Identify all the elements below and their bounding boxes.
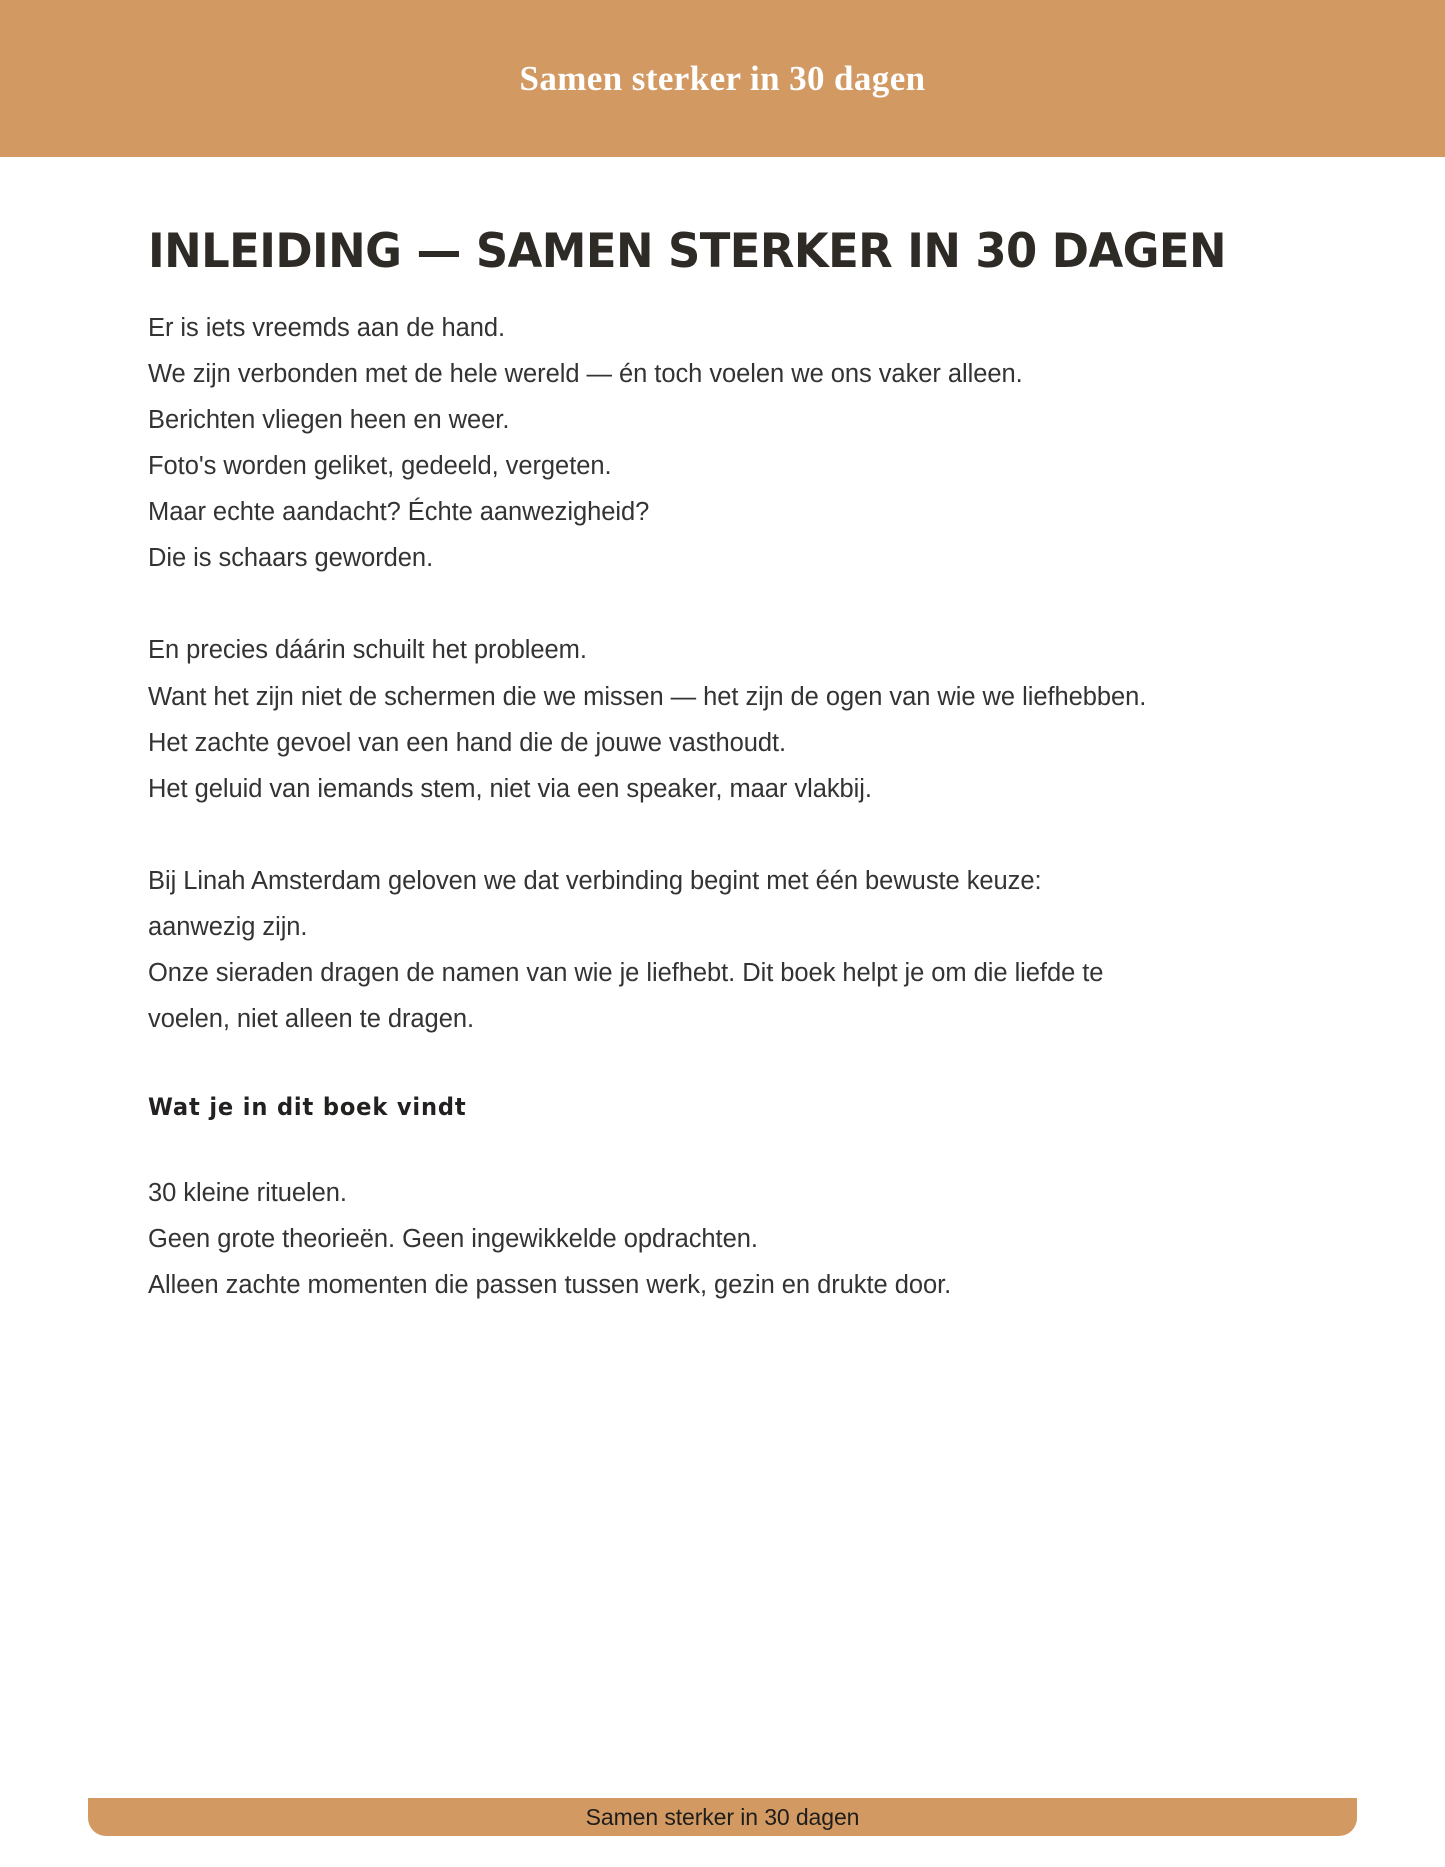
paragraph-group-3 [148,858,1265,1043]
header-title: Samen sterker in 30 dagen [519,59,926,98]
paragraph-group-4 [148,1170,1265,1308]
section-subheading: Wat je in dit boek vindt [148,1092,467,1121]
body-line: Onze sieraden dragen de namen van wie je liefhebt. Dit boek helpt je om die liefde te voelen, niet alleen te dragen. [148,959,1104,1034]
footer-title: Samen sterker in 30 dagen [585,1803,860,1830]
body-line: Het geluid van iemands stem, niet via een speaker, maar vlakbij. [148,774,872,803]
body-line: Berichten vliegen heen en weer. [148,405,510,434]
body-line: We zijn verbonden met de hele wereld — én toch voelen we ons vaker alleen. [148,359,1023,388]
body-line: En precies dáárin schuilt het probleem. [148,636,587,665]
body-line: Geen grote theorieën. Geen ingewikkelde opdrachten. [148,1225,758,1254]
body-line: Alleen zachte momenten die passen tussen werk, gezin en drukte door. [148,1271,952,1300]
paragraph-group-2 [148,627,1265,812]
document-content [0,157,1445,1309]
body-line: Het zachte gevoel van een hand die de jouwe vasthoudt. [148,728,787,757]
body-line: Die is schaars geworden. [148,544,434,573]
page-header-band [0,0,1445,157]
paragraph-group-1 [148,305,1265,582]
page-footer-bar [88,1798,1357,1836]
body-line: Want het zijn niet de schermen die we missen — het zijn de ogen van wie we liefhebben. [148,682,1147,711]
page-title: INLEIDING — SAMEN STERKER IN 30 DAGEN [148,224,1226,279]
body-line: Maar echte aandacht? Échte aanwezigheid? [148,498,650,527]
body-line: Er is iets vreemds aan de hand. [148,313,506,342]
body-line: 30 kleine rituelen. [148,1179,347,1208]
body-line: Bij Linah Amsterdam geloven we dat verbinding begint met één bewuste keuze: aanwezig zijn. [148,867,1042,942]
body-line: Foto's worden geliket, gedeeld, vergeten. [148,452,612,481]
